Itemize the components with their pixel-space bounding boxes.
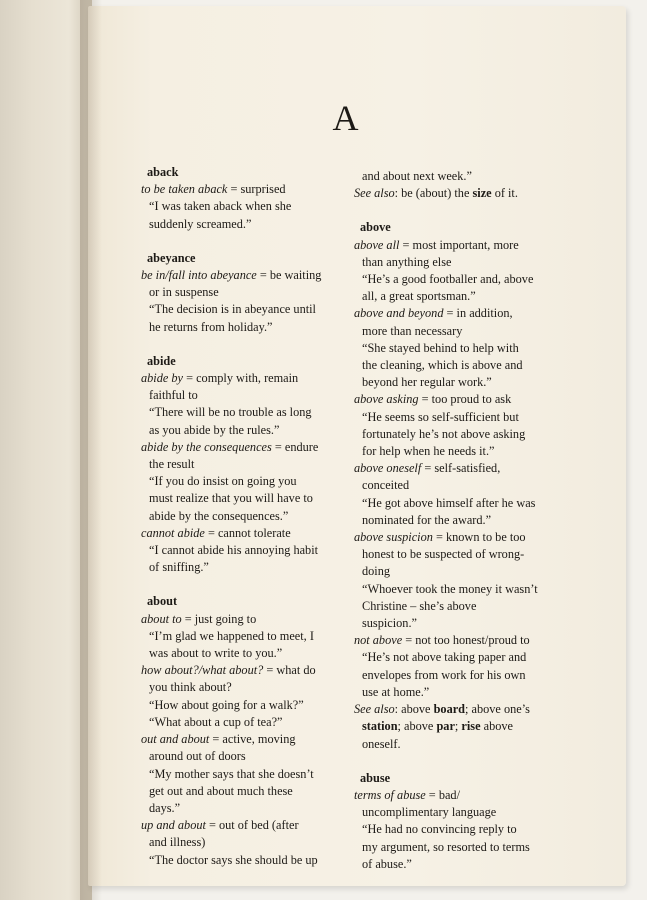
entry-line — [141, 370, 361, 387]
cross-reference: station — [362, 719, 398, 734]
definition-text: you think about? — [149, 680, 232, 695]
definition-text: of it. — [491, 186, 518, 201]
entry-line — [354, 426, 574, 443]
entry-line — [141, 645, 361, 662]
definition-text: and about next week.” — [362, 169, 472, 183]
entry-line — [141, 490, 361, 507]
definition-text: = not too honest/proud to — [402, 633, 530, 648]
definition-text: = bad/ — [425, 787, 460, 802]
entry-line — [141, 766, 361, 783]
entry-line — [354, 667, 574, 684]
entry-line — [141, 628, 361, 645]
entry-line — [354, 168, 574, 185]
phrase-text: above all — [354, 237, 400, 252]
definition-text: beyond her regular work.” — [362, 375, 492, 390]
entry-line — [354, 357, 574, 374]
definition-text: of abuse.” — [362, 856, 412, 871]
definition-text: “There will be no trouble as long — [149, 405, 312, 420]
entry-line — [141, 731, 361, 748]
definition-text: “I was taken aback when she — [149, 199, 292, 214]
phrase-text: abide by the consequences — [141, 439, 272, 454]
definition-text: ; above — [397, 719, 437, 734]
definition-text: = known to be too — [432, 530, 526, 545]
entry-headword: abide — [147, 353, 176, 368]
definition-text: “He got above himself after he was — [362, 495, 536, 510]
entry-line — [354, 512, 574, 529]
definition-text: than anything else — [362, 254, 452, 269]
entry-line — [141, 679, 361, 696]
entry-line — [354, 443, 574, 460]
entry-line — [354, 460, 574, 477]
definition-text: abide by the consequences.” — [149, 508, 289, 523]
definition-text: = endure — [271, 439, 319, 454]
definition-text: “He’s a good footballer and, above — [362, 272, 534, 287]
definition-text: around out of doors — [149, 749, 246, 764]
entry-line — [354, 736, 574, 753]
cross-reference: size — [472, 186, 492, 201]
section-letter: A — [332, 98, 359, 138]
entry-line — [354, 684, 574, 701]
phrase-text: how about?/what about? — [141, 663, 264, 678]
definition-text: = what do — [263, 663, 316, 678]
left-column — [141, 164, 361, 886]
entry-line — [354, 374, 574, 391]
definition-text: doing — [362, 564, 391, 579]
entry-line — [354, 598, 574, 615]
definition-text: envelopes from work for his own — [362, 667, 526, 682]
definition-text: ; — [454, 719, 462, 734]
entry-line — [354, 254, 574, 271]
entry-line — [354, 581, 574, 598]
dictionary-entry — [141, 353, 361, 577]
definition-text: use at home.” — [362, 684, 430, 699]
phrase-text: cannot abide — [141, 525, 205, 540]
right-column — [354, 168, 574, 890]
entry-line — [141, 817, 361, 834]
entry-line — [354, 495, 574, 512]
phrase-text: above asking — [354, 392, 419, 407]
entry-line — [354, 804, 574, 821]
entry-line — [141, 800, 361, 817]
definition-text: the result — [149, 457, 195, 472]
entry-line — [354, 340, 574, 357]
definition-text: “He’s not above taking paper and — [362, 650, 527, 665]
entry-line — [354, 615, 574, 632]
definition-text: : be (about) the — [394, 186, 473, 201]
entry-line — [141, 662, 361, 679]
phrase-text: be in/fall into abeyance — [141, 268, 257, 283]
definition-text: “He had no convincing reply to — [362, 822, 517, 837]
definition-text: my argument, so resorted to terms — [362, 839, 530, 854]
dictionary-entry — [141, 593, 361, 868]
definition-text: of sniffing.” — [149, 560, 209, 575]
entry-line — [354, 856, 574, 873]
definition-text: = surprised — [227, 182, 286, 197]
entry-line — [141, 404, 361, 421]
entry-line — [354, 409, 574, 426]
entry-line — [141, 181, 361, 198]
entry-line — [141, 834, 361, 851]
entry-line — [141, 473, 361, 490]
definition-text: = out of bed (after — [205, 818, 299, 833]
phrase-text: up and about — [141, 818, 206, 833]
cross-reference: par — [436, 719, 455, 734]
definition-text: faithful to — [149, 388, 198, 403]
entry-line — [354, 288, 574, 305]
definition-text: “I cannot abide his annoying habit — [149, 543, 319, 558]
entry-line — [141, 267, 361, 284]
definition-text: “The doctor says she should be up — [149, 852, 318, 867]
entry-line — [141, 852, 361, 869]
entry-line — [141, 748, 361, 765]
definition-text: “He seems so self-sufficient but — [362, 409, 519, 424]
definition-text: = cannot tolerate — [204, 525, 291, 540]
definition-text: and illness) — [149, 835, 206, 850]
entry-headword: abuse — [360, 770, 391, 785]
entry-line — [141, 319, 361, 336]
entry-headword: about — [147, 594, 178, 609]
definition-text: get out and about much these — [149, 783, 293, 798]
definition-text: was about to write to you.” — [149, 646, 283, 661]
definition-text: “Whoever took the money it wasn’t — [362, 581, 538, 596]
entry-line — [354, 323, 574, 340]
phrase-text: abide by — [141, 371, 184, 386]
entry-line — [354, 529, 574, 546]
definition-text: = just going to — [181, 611, 257, 626]
phrase-text: terms of abuse — [354, 787, 426, 802]
definition-text: honest to be suspected of wrong- — [362, 547, 525, 562]
entry-line — [141, 508, 361, 525]
phrase-text: See also — [354, 186, 395, 201]
cross-reference: rise — [461, 719, 481, 734]
definition-text: as you abide by the rules.” — [149, 422, 280, 437]
entry-line — [354, 649, 574, 666]
dictionary-entry — [141, 250, 361, 336]
definition-text: uncomplimentary language — [362, 805, 497, 820]
entry-line — [354, 391, 574, 408]
entry-line — [354, 839, 574, 856]
phrase-text: above suspicion — [354, 530, 433, 545]
definition-text: = be waiting — [256, 268, 322, 283]
definition-text: “My mother says that she doesn’t — [149, 766, 314, 781]
phrase-text: to be taken aback — [141, 182, 228, 197]
phrase-text: above and beyond — [354, 306, 444, 321]
entry-line — [141, 542, 361, 559]
dictionary-entry — [354, 168, 574, 202]
entry-line — [141, 284, 361, 301]
entry-line — [354, 237, 574, 254]
dictionary-entry — [354, 219, 574, 752]
entry-line — [141, 559, 361, 576]
cross-reference: board — [433, 702, 466, 717]
entry-line — [354, 271, 574, 288]
definition-text: = comply with, remain — [183, 371, 299, 386]
entry-line — [141, 422, 361, 439]
entry-line — [141, 783, 361, 800]
definition-text: above — [480, 719, 513, 734]
entry-line — [141, 714, 361, 731]
definition-text: : above — [394, 702, 434, 717]
entry-line — [354, 701, 574, 718]
entry-headword: above — [360, 220, 391, 235]
entry-line — [354, 477, 574, 494]
entry-line — [354, 718, 574, 735]
definition-text: = self-satisfied, — [421, 461, 501, 476]
entry-line — [141, 611, 361, 628]
phrase-text: about to — [141, 611, 182, 626]
entry-line — [141, 387, 361, 404]
entry-line — [141, 216, 361, 233]
definition-text: he returns from holiday.” — [149, 319, 273, 334]
entry-line — [354, 305, 574, 322]
definition-text: “What about a cup of tea?” — [149, 714, 283, 729]
definition-text: oneself. — [362, 736, 401, 751]
dictionary-entry — [354, 770, 574, 873]
definition-text: = too proud to ask — [418, 392, 512, 407]
entry-line — [141, 301, 361, 318]
definition-text: nominated for the award.” — [362, 512, 492, 527]
entry-line — [141, 697, 361, 714]
phrase-text: See also — [354, 702, 395, 717]
entry-line — [354, 546, 574, 563]
definition-text: all, a great sportsman.” — [362, 289, 476, 304]
definition-text: “She stayed behind to help with — [362, 340, 519, 355]
definition-text: “I’m glad we happened to meet, I — [149, 628, 314, 643]
definition-text: must realize that you will have to — [149, 491, 313, 506]
definition-text: “The decision is in abeyance until — [149, 302, 316, 317]
definition-text: fortunately he’s not above asking — [362, 426, 526, 441]
phrase-text: out and about — [141, 732, 210, 747]
definition-text: days.” — [149, 800, 181, 815]
definition-text: = in addition, — [443, 306, 513, 321]
definition-text: conceited — [362, 478, 410, 493]
entry-line — [354, 632, 574, 649]
definition-text: suddenly screamed.” — [149, 216, 252, 231]
definition-text: for help when he needs it.” — [362, 444, 495, 459]
definition-text: = most important, more — [399, 237, 519, 252]
entry-line — [141, 439, 361, 456]
phrase-text: not above — [354, 633, 403, 648]
definition-text: or in suspense — [149, 285, 219, 300]
entry-line — [141, 198, 361, 215]
definition-text: suspicion.” — [362, 616, 417, 631]
definition-text: “If you do insist on going you — [149, 474, 297, 489]
entry-line — [354, 821, 574, 838]
definition-text: ; above one’s — [465, 702, 530, 717]
entry-line — [141, 525, 361, 542]
definition-text: the cleaning, which is above and — [362, 358, 523, 373]
entry-line — [354, 563, 574, 580]
dictionary-entry — [141, 164, 361, 233]
definition-text: more than necessary — [362, 323, 463, 338]
entry-line — [354, 787, 574, 804]
definition-text: Christine – she’s above — [362, 598, 477, 613]
definition-text: “How about going for a walk?” — [149, 697, 304, 712]
entry-line — [354, 185, 574, 202]
entry-line — [141, 456, 361, 473]
definition-text: = active, moving — [209, 732, 296, 747]
entry-headword: abeyance — [147, 250, 196, 265]
entry-headword: aback — [147, 165, 179, 179]
phrase-text: above oneself — [354, 461, 422, 476]
